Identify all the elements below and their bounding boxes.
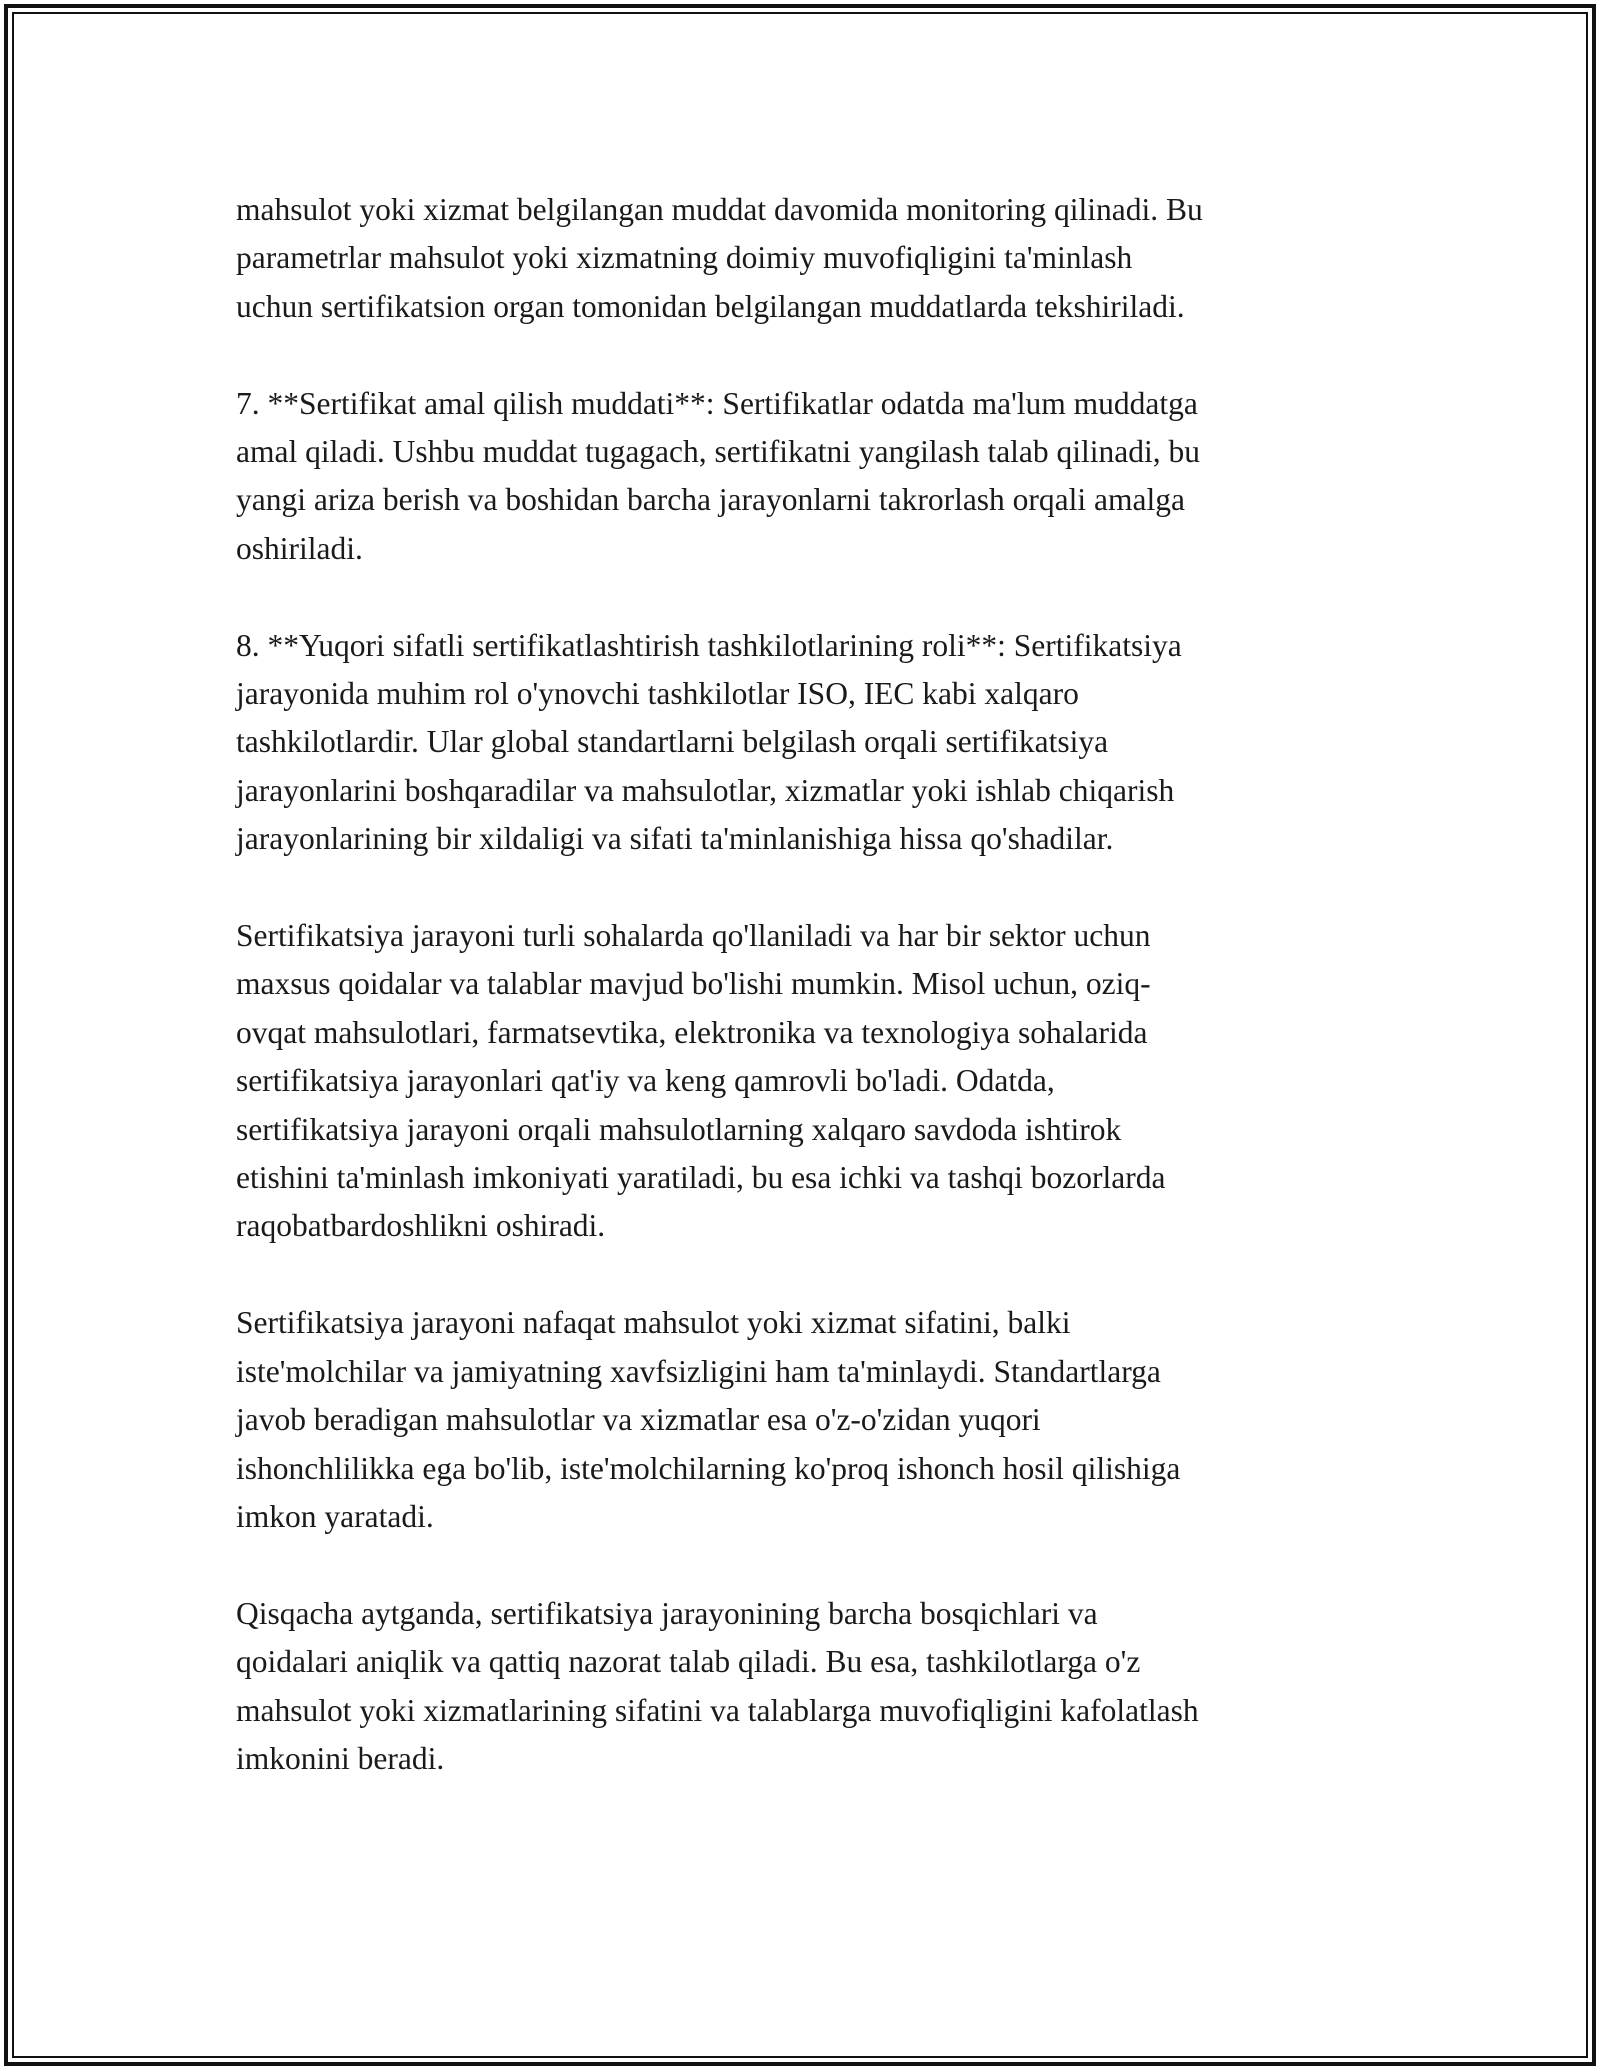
paragraph-item-8 <box>236 622 1376 864</box>
text-line: qoidalari aniqlik va qattiq nazorat talab qiladi. Bu esa, tashkilotlarga o'z <box>236 1644 1141 1680</box>
text-line: 8. **Yuqori sifatli sertifikatlashtirish tashkilotlarining roli**: Sertifikatsiya <box>236 627 1182 663</box>
text-line: mahsulot yoki xizmatlarining sifatini va talablarga muvofiqligini kafolatlash <box>236 1692 1199 1728</box>
text-line: uchun sertifikatsion organ tomonidan belgilangan muddatlarda tekshiriladi. <box>236 288 1185 324</box>
text-line: jarayonida muhim rol o'ynovchi tashkilotlar ISO, IEC kabi xalqaro <box>236 676 1079 712</box>
text-line: yangi ariza berish va boshidan barcha jarayonlarni takrorlash orqali amalga <box>236 482 1185 518</box>
text-line: amal qiladi. Ushbu muddat tugagach, sertifikatni yangilash talab qilinadi, bu <box>236 434 1201 470</box>
text-line: mahsulot yoki xizmat belgilangan muddat davomida monitoring qilinadi. Bu <box>236 192 1203 227</box>
text-line: Sertifikatsiya jarayoni turli sohalarda qo'llaniladi va har bir sektor uchun <box>236 918 1151 954</box>
text-line: tashkilotlardir. Ular global standartlarni belgilash orqali sertifikatsiya <box>236 724 1109 760</box>
text-line: ovqat mahsulotlari, farmatsevtika, elektronika va texnologiya sohalarida <box>236 1014 1148 1050</box>
text-line: raqobatbardoshlikni oshiradi. <box>236 1208 606 1244</box>
text-line: sertifikatsiya jarayoni orqali mahsulotlarning xalqaro savdoda ishtirok <box>236 1111 1122 1147</box>
text-line: Sertifikatsiya jarayoni nafaqat mahsulot yoki xizmat sifatini, balki <box>236 1305 1071 1341</box>
text-line: jarayonlarini boshqaradilar va mahsulotlar, xizmatlar yoki ishlab chiqarish <box>236 772 1175 808</box>
text-line: jarayonlarining bir xildaligi va sifati ta'minlanishiga hissa qo'shadilar. <box>236 821 1114 857</box>
text-line: ishonchlilikka ega bo'lib, iste'molchilarning ko'proq ishonch hosil qilishiga <box>236 1450 1181 1486</box>
text-line: maxsus qoidalar va talablar mavjud bo'lishi mumkin. Misol uchun, oziq- <box>236 966 1151 1002</box>
paragraph-item-7 <box>236 380 1376 574</box>
document-body <box>236 186 1376 1832</box>
paragraph-monitoring <box>236 186 1376 331</box>
text-line: etishini ta'minlash imkoniyati yaratiladi, bu esa ichki va tashqi bozorlarda <box>236 1160 1166 1196</box>
text-line: parametrlar mahsulot yoki xizmatning doimiy muvofiqligini ta'minlash <box>236 240 1133 276</box>
paragraph-summary <box>236 1590 1376 1784</box>
text-line: imkonini beradi. <box>236 1740 445 1776</box>
text-line: sertifikatsiya jarayonlari qat'iy va keng qamrovli bo'ladi. Odatda, <box>236 1063 1055 1099</box>
text-line: javob beradigan mahsulotlar va xizmatlar esa o'z-o'zidan yuqori <box>236 1402 1041 1438</box>
text-line: imkon yaratadi. <box>236 1498 434 1534</box>
text-line: oshiriladi. <box>236 530 363 566</box>
paragraph-safety <box>236 1299 1376 1541</box>
text-line: iste'molchilar va jamiyatning xavfsizligini ham ta'minlaydi. Standartlarga <box>236 1353 1161 1389</box>
text-line: Qisqacha aytganda, sertifikatsiya jarayonining barcha bosqichlari va <box>236 1595 1098 1631</box>
text-line: 7. **Sertifikat amal qilish muddati**: Sertifikatlar odatda ma'lum muddatga <box>236 385 1198 421</box>
paragraph-sectors <box>236 912 1376 1251</box>
